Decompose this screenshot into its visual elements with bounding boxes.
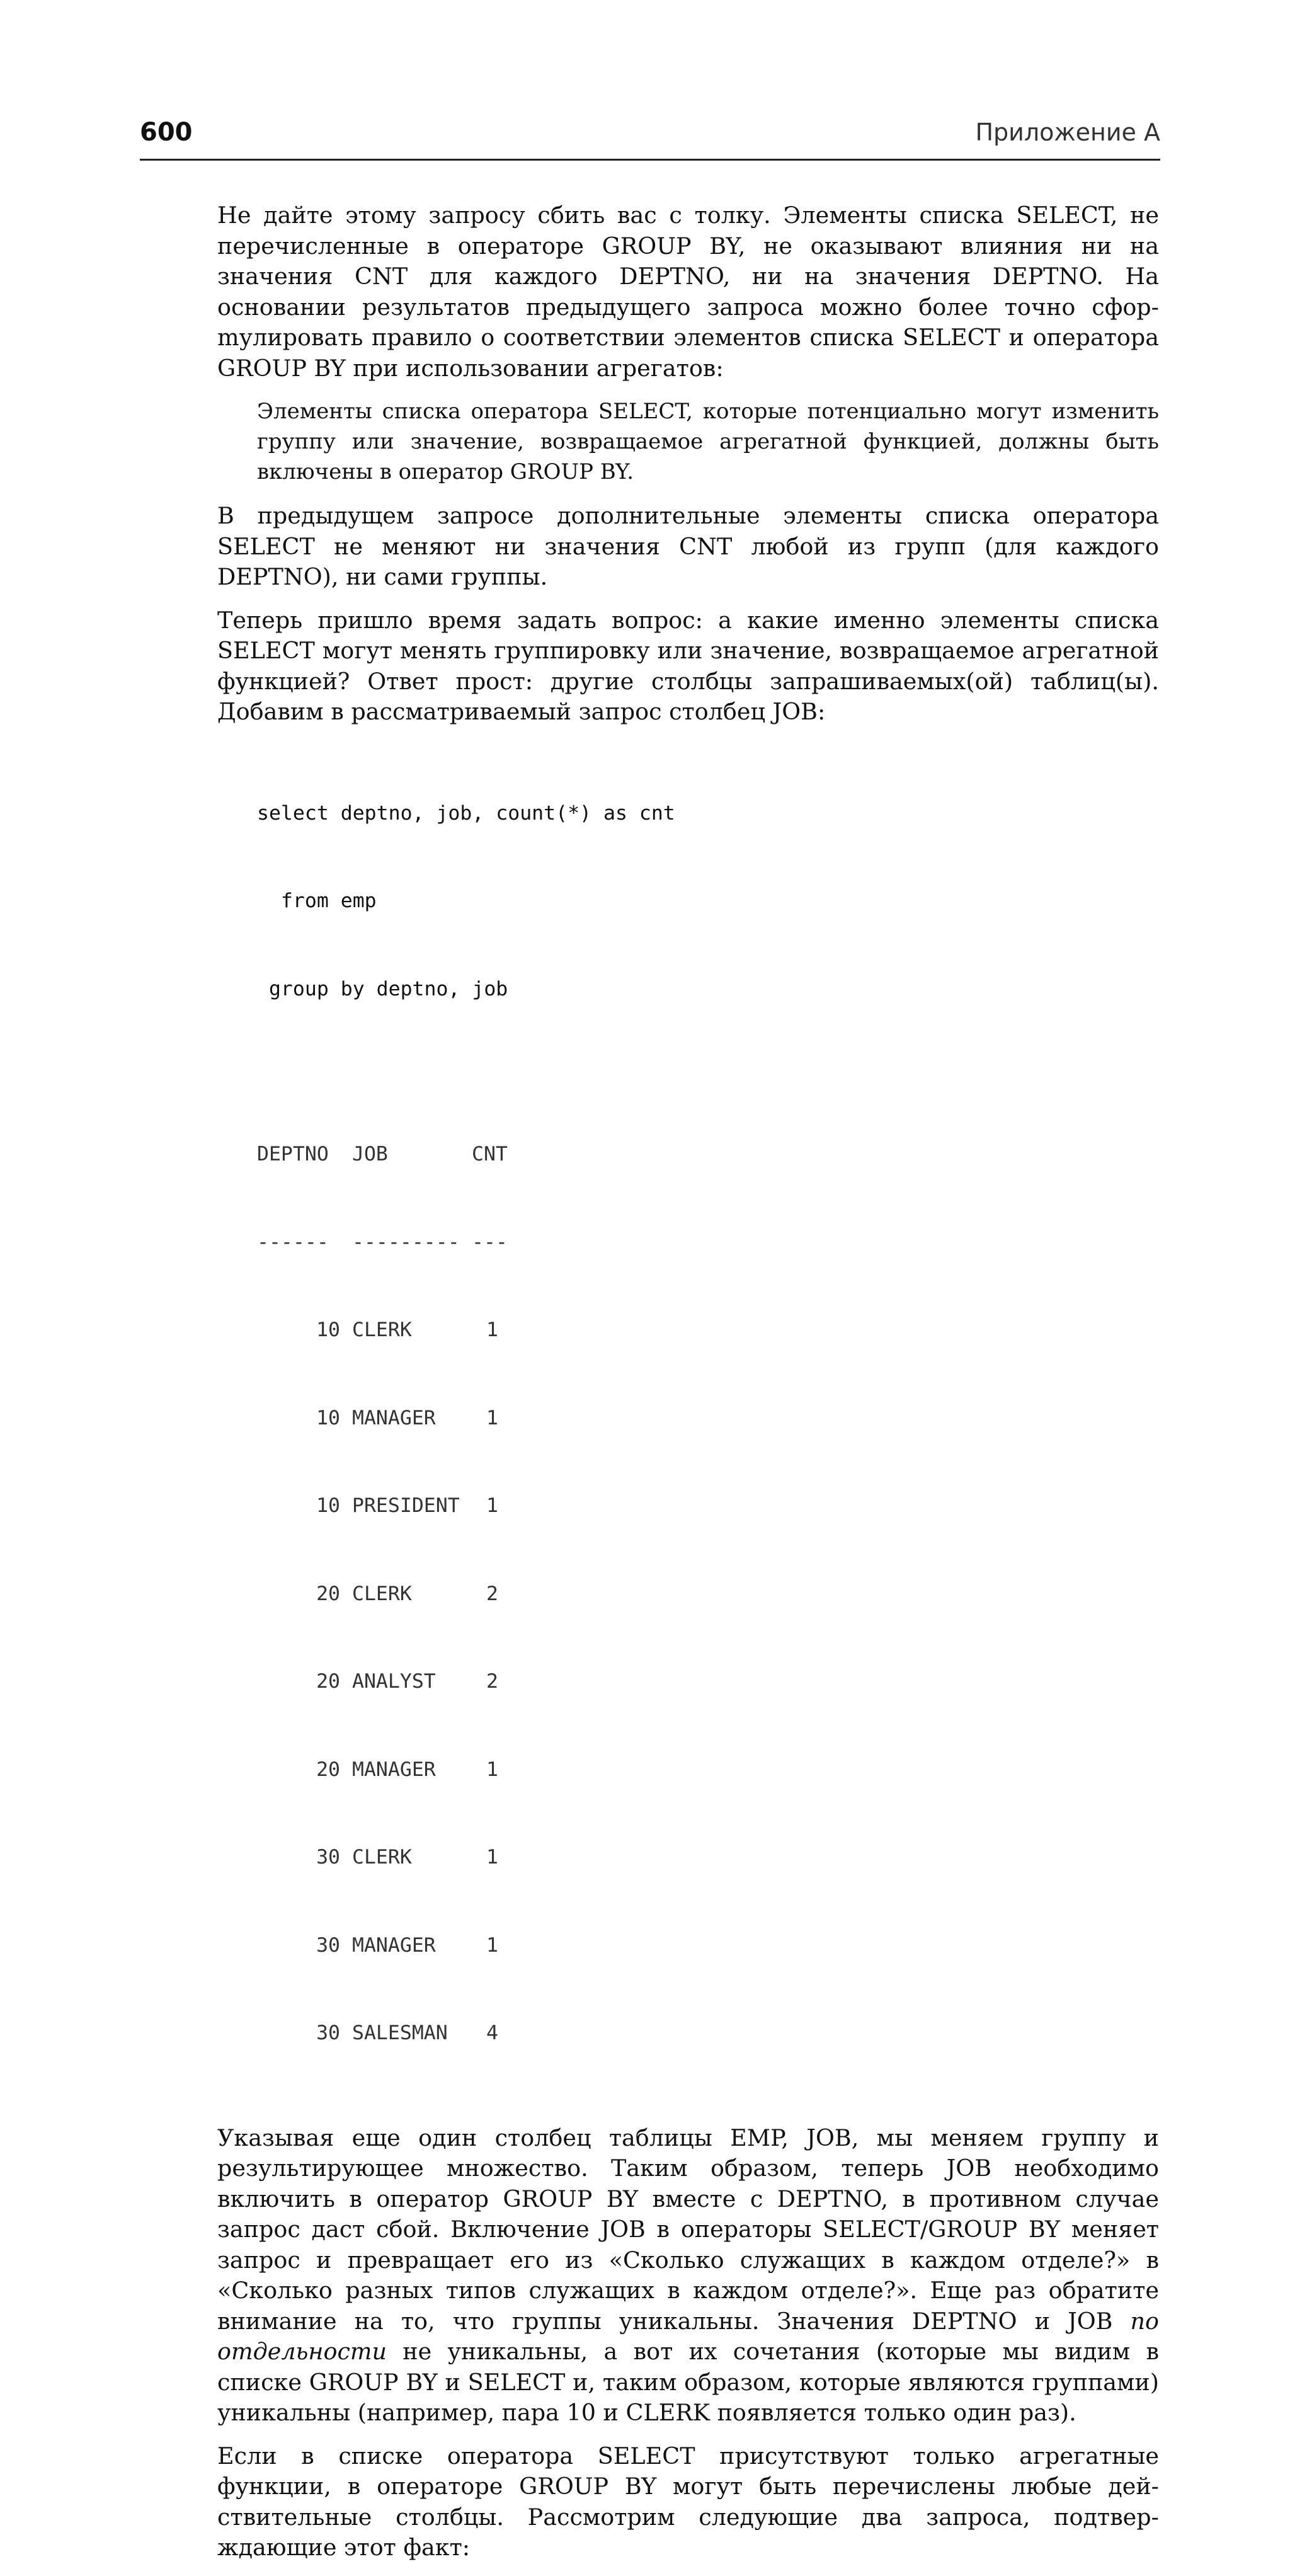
table-row: [257, 1404, 1159, 1433]
separator: ------: [257, 1230, 329, 1254]
paragraph-5: Если в списке оператора SELECT присутствуют только агрегатные функции, в операторе GROUP BY могут быть перечислены любые действительные столбцы. Рассмотрим следующие два запроса, подтверждающие этот факт:: [217, 2442, 1159, 2561]
paragraph-4-text: не уникальны, а вот их сочетания (которые мы видим в списке GROUP BY и SELECT и, таким образом, которые являются группами) уникальны (например, пара 10 и CLERK появляется только один раз).: [217, 2338, 1159, 2426]
cell-job: CLERK: [352, 1319, 412, 1341]
cell-deptno: 20: [316, 1582, 340, 1605]
page-content: [217, 200, 1159, 2576]
cell-cnt: 1: [486, 1319, 498, 1341]
paragraph-3: Теперь пришло время задать вопрос: а какие именно элементы списка SELECT могут менять группировку или значение, возвращаемое агрегатной функцией? Ответ прост: другие столбцы запрашиваемых(ой) таблиц(ы). Добавим в рассматриваемый запрос столбец JOB:: [217, 606, 1159, 725]
paragraph-1: Не дайте этому запросу сбить вас с толку. Элементы списка SELECT, не перечисленные в операторе GROUP BY, не оказывают влияния ни на значения CNT для каждого DEPTNO, ни на значения DEPTNO. На основании результатов предыдущего запроса можно более точно сфорmулировать правило о соответствии элементов списка SELECT и оператора GROUP BY при использовании агрегатов:: [217, 202, 1159, 382]
rule-statement: Элементы списка оператора SELECT, которые потенциально могут изменить группу или значение, возвращаемое агрегатной функцией, должны быть включены в оператор GROUP BY.: [257, 399, 1159, 484]
cell-deptno: 30: [316, 2022, 340, 2044]
table-row: [257, 1667, 1159, 1697]
cell-cnt: 1: [486, 1406, 498, 1429]
paragraph-4: [217, 2123, 1159, 2429]
cell-job: MANAGER: [352, 1933, 436, 1957]
cell-job: CLERK: [352, 1846, 412, 1869]
table-row: [257, 1491, 1159, 1521]
column-header-cnt: CNT: [472, 1143, 508, 1165]
cell-job: MANAGER: [352, 1758, 436, 1781]
cell-deptno: 30: [316, 1846, 340, 1869]
running-head: Приложение А: [975, 118, 1160, 146]
table-row: [257, 1579, 1159, 1609]
cell-cnt: 1: [486, 1758, 498, 1781]
sql-code-block: [257, 740, 1159, 1063]
result-header-row: [257, 1140, 1159, 1169]
cell-job: PRESIDENT: [352, 1494, 460, 1517]
cell-deptno: 20: [316, 1670, 340, 1693]
cell-cnt: 2: [486, 1582, 498, 1605]
cell-deptno: 30: [316, 1933, 340, 1957]
table-row: [257, 2018, 1159, 2048]
cell-cnt: 2: [486, 1670, 498, 1693]
cell-deptno: 10: [316, 1406, 340, 1429]
paragraph-4-text: Указывая еще один столбец таблицы EMP, JOB, мы меняем группу и результирующее множество. Таким образом, теперь JOB необходимо включить в оператор GROUP BY вместе с DEPTNO, в противном случае запрос даст сбой. Включение JOB в операторы SELECT/GROUP BY меняет запрос и превращает его из «Сколько служащих в каждом отделе?» в «Сколько разных типов служащих в каждом отделе?». Еще раз обратите внимание на то, что группы уникальны. Значения DEPTNO и JOB: [217, 2124, 1159, 2335]
separator: ---: [472, 1230, 508, 1254]
column-header-job: JOB: [352, 1143, 388, 1165]
result-separator-row: [257, 1228, 1159, 1257]
cell-cnt: 1: [486, 1933, 498, 1957]
code-line: group by deptno, job: [257, 977, 508, 1000]
cell-job: ANALYST: [352, 1670, 436, 1693]
cell-cnt: 1: [486, 1494, 498, 1517]
cell-deptno: 10: [316, 1494, 340, 1517]
table-row: [257, 1315, 1159, 1345]
cell-job: CLERK: [352, 1582, 412, 1605]
column-header-deptno: DEPTNO: [257, 1143, 329, 1165]
code-line: select deptno, job, count(*) as cnt: [257, 801, 675, 825]
cell-deptno: 20: [316, 1758, 340, 1781]
table-row: [257, 1755, 1159, 1785]
cell-cnt: 4: [486, 2022, 498, 2044]
cell-job: SALESMAN: [352, 2022, 448, 2044]
cell-cnt: 1: [486, 1846, 498, 1869]
emphasis-text: по отдельности: [217, 2307, 1159, 2365]
table-row: [257, 1843, 1159, 1872]
table-row: [257, 1931, 1159, 1961]
query-result-table: [257, 1081, 1159, 2107]
page-number: 600: [140, 118, 193, 147]
code-line: from emp: [257, 890, 377, 912]
paragraph-2: В предыдущем запросе дополнительные элементы списка оператора SELECT не меняют ни значения CNT любой из групп (для каждого DEPTNO), ни сами группы.: [217, 502, 1159, 590]
cell-job: MANAGER: [352, 1406, 436, 1429]
cell-deptno: 10: [316, 1319, 340, 1341]
separator: ---------: [352, 1230, 460, 1254]
page-header: [140, 117, 1160, 161]
